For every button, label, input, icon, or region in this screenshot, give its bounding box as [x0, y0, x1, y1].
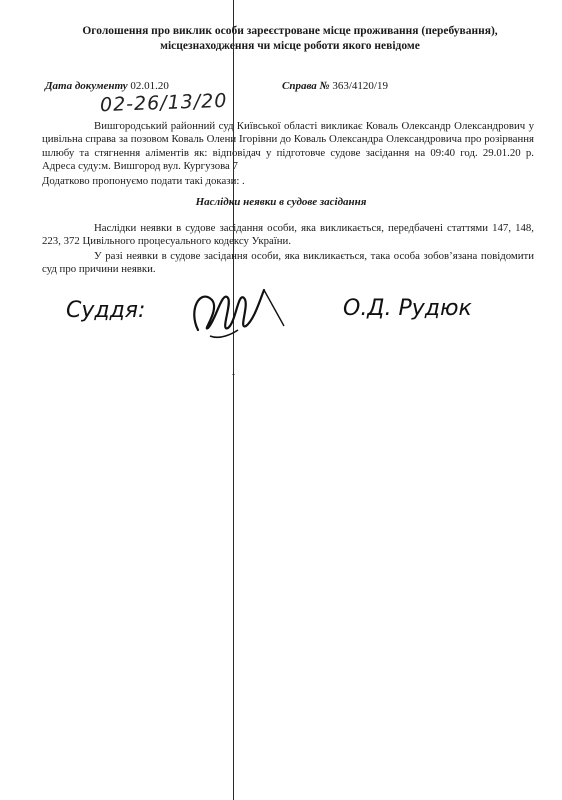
consequences-paragraph: Наслідки неявки в судове засідання особи, яка викликається, передбачені статтями 147, 148, 223, 372 Цивільного процесуального кодексу України. — [42, 222, 534, 248]
date-label: Дата документу — [45, 80, 128, 92]
evidence-paragraph: Додатково пропонуємо подати такі докази: . — [42, 175, 245, 187]
summons-paragraph: Вишгородський районний суд Київської області викликає Коваль Олександр Олександрович у цивільна справа за позовом Коваль Олени Ігорівни до Коваль Олександра Олександровича про розірвання шлюбу та стягнення аліментів як: відповідач у підготовче судове засідання на 09:40 год. 29.01.20 р. Адреса суду:м. Вишгород вул. Кургузова 7 — [42, 120, 534, 172]
title-line-2: місцезнаходження чи місце роботи якого невідоме — [160, 40, 420, 52]
judge-name-handwritten: О.Д. Рудюк — [343, 296, 472, 321]
document-title — [40, 24, 540, 54]
handwritten-registration-number: 02-26/13/20 — [99, 89, 228, 117]
signature-icon — [180, 270, 290, 350]
consequences-heading: Наслідки неявки в судове засідання — [195, 196, 367, 208]
date-value: 02.01.20 — [130, 80, 169, 92]
case-label: Справа № — [282, 80, 330, 92]
title-line-1: Оголошення про виклик особи зареєстроване місце проживання (перебування), — [82, 25, 498, 37]
case-value: 363/4120/19 — [332, 80, 388, 92]
case-number — [282, 80, 388, 92]
scan-mark: ˉ — [232, 372, 235, 382]
notice-paragraph: У разі неявки в судове засідання особи, яка викликається, така особа зобов’язана повідомити суд про причини неявки. — [42, 250, 534, 276]
judge-label-handwritten: Суддя: — [66, 298, 146, 323]
document-date — [45, 80, 169, 92]
